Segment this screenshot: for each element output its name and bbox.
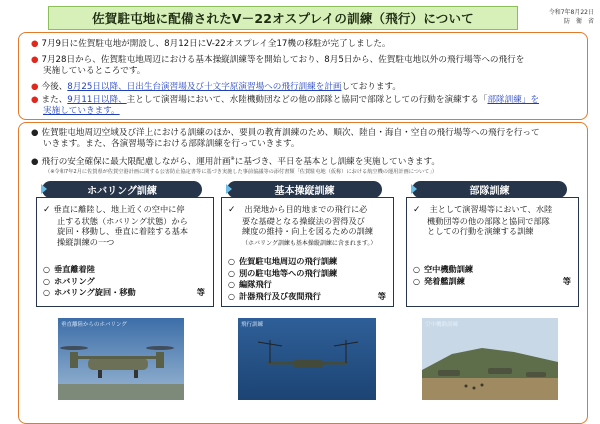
circle-icon: ○: [413, 265, 420, 274]
check-icon: ✓: [228, 205, 236, 215]
list-item: ○ 垂直離着陸: [43, 264, 95, 274]
summary-bullet-1: ● 7月9日に佐賀駐屯地が開設し、8月12日にV-22オスプレイ全17機の移駐が完了しました。: [31, 39, 391, 49]
panel-unit-list: [413, 264, 575, 287]
date-block: [528, 8, 594, 26]
list-item: ○ 佐賀駐屯地周辺の飛行訓練: [228, 256, 338, 266]
circle-icon: ○: [228, 268, 235, 278]
panel-hovering-list: [43, 264, 209, 299]
circle-icon: ○: [228, 257, 235, 266]
bullet-icon: ●: [31, 95, 39, 105]
bullet-icon: ●: [31, 128, 39, 138]
circle-icon: ○: [228, 291, 235, 301]
bullet-icon: ●: [31, 82, 39, 92]
footnote: （※令和7年2月に佐賀県が佐賀空港計画に関する公害防止協定書等に基づき実施した事前協議等の添付書類「佐賀駐屯地（仮称）における航空機の運用計画について」）: [45, 169, 438, 175]
list-item: ○ 計器飛行及び夜間飛行 等: [228, 290, 386, 301]
photo-caption-unit: 空中機動訓練: [425, 322, 459, 328]
panel-basic-list: [228, 256, 390, 302]
circle-icon: ○: [43, 288, 50, 297]
list-item: ○ 編隊飛行: [228, 279, 272, 289]
summary-bullet-3: ● 今後、8月25日以降、日出生台演習場及び十文字原演習場への飛行訓練を計画しております。: [31, 82, 401, 92]
check-icon: ✓: [413, 205, 421, 215]
photo-flight: [238, 318, 376, 400]
circle-icon: ○: [413, 276, 420, 286]
panel-basic: [221, 197, 394, 307]
bullet-icon: ●: [31, 55, 39, 65]
list-item: ○ 発着艦訓練 等: [413, 275, 571, 286]
osprey-hover-image: [58, 318, 184, 400]
panel-title-hovering: ホバリング訓練: [42, 181, 202, 198]
summary-bullet-2: ● 7月28日から、佐賀駐屯地周辺における基本操縦訓練等を開始しており、8月5日から、佐賀駐屯地以外の飛行場等への飛行を 実施しているところです。: [31, 55, 525, 76]
panel-title-unit: 部隊訓練: [412, 181, 567, 198]
panel-hovering-desc: ✓ 垂直に離陸し、地上近くの空中に停 止する状態（ホバリング状態）から 旋回・移動し、垂直に着陸する基本 操縦訓練の一つ: [43, 204, 189, 247]
summary-box: [18, 32, 588, 120]
detail-bullet-2: ● 飛行の安全確保に最大限配慮しながら、運用計画※に基づき、平日を基本とし訓練を実施していきます。: [31, 156, 441, 167]
detail-bullet-1: ● 佐賀駐屯地周辺空域及び洋上における訓練のほか、要員の教育訓練のため、順次、陸自・海自・空自の飛行場等への飛行を行って いきます。また、各演習場等における部隊訓練を行っていきます。: [31, 128, 540, 149]
list-item: ○ ホバリング旋回・移動 等: [43, 287, 205, 297]
panel-hovering: [36, 197, 214, 307]
photo-caption-hovering: 垂直離陸からのホバリング: [61, 322, 127, 328]
list-item: ○ ホバリング: [43, 275, 95, 286]
panel-unit: [406, 197, 579, 307]
photo-unit: [422, 318, 558, 400]
osprey-flight-image: [238, 318, 376, 400]
photo-hovering: [58, 318, 184, 400]
panel-unit-desc: ✓ 主として演習場等において、水陸 機動団等の他の部隊と協同で部隊 としての行動を演練する訓練: [413, 204, 553, 236]
photo-caption-flight: 飛行訓練: [241, 322, 264, 328]
arrow-icon: [226, 184, 232, 194]
summary-bullet-4: ● また、9月11日以降、主として演習場において、水陸機動団などの他の部隊と協同で部隊としての行動を演練する「部隊訓練」を 実施していきます。: [31, 95, 540, 116]
arrow-icon: [41, 184, 47, 194]
panel-basic-desc: ✓ 出発地から目的地までの飛行に必 要な基礎となる操縦法の習得及び 練度の維持・向上を図るための訓練 （ホバリング訓練も基本操縦訓練に含まれます。）: [228, 204, 377, 247]
page-title: 佐賀駐屯地に配備されたV－22オスプレイの訓練（飛行）について: [48, 6, 518, 30]
bullet-icon: ●: [31, 156, 39, 167]
air-mobility-image: [422, 318, 558, 400]
circle-icon: ○: [43, 265, 50, 274]
circle-icon: ○: [43, 276, 50, 286]
org-text: 防 衛 省: [563, 18, 594, 25]
check-icon: ✓: [43, 205, 51, 215]
date-text: 令和7年8月22日: [548, 9, 594, 16]
circle-icon: ○: [228, 280, 235, 289]
bullet-icon: ●: [31, 39, 39, 49]
arrow-icon: [411, 184, 417, 194]
panel-title-basic: 基本操縦訓練: [227, 181, 382, 198]
list-item: ○ 別の駐屯地等への飛行訓練: [228, 267, 338, 278]
list-item: ○ 空中機動訓練: [413, 264, 474, 274]
